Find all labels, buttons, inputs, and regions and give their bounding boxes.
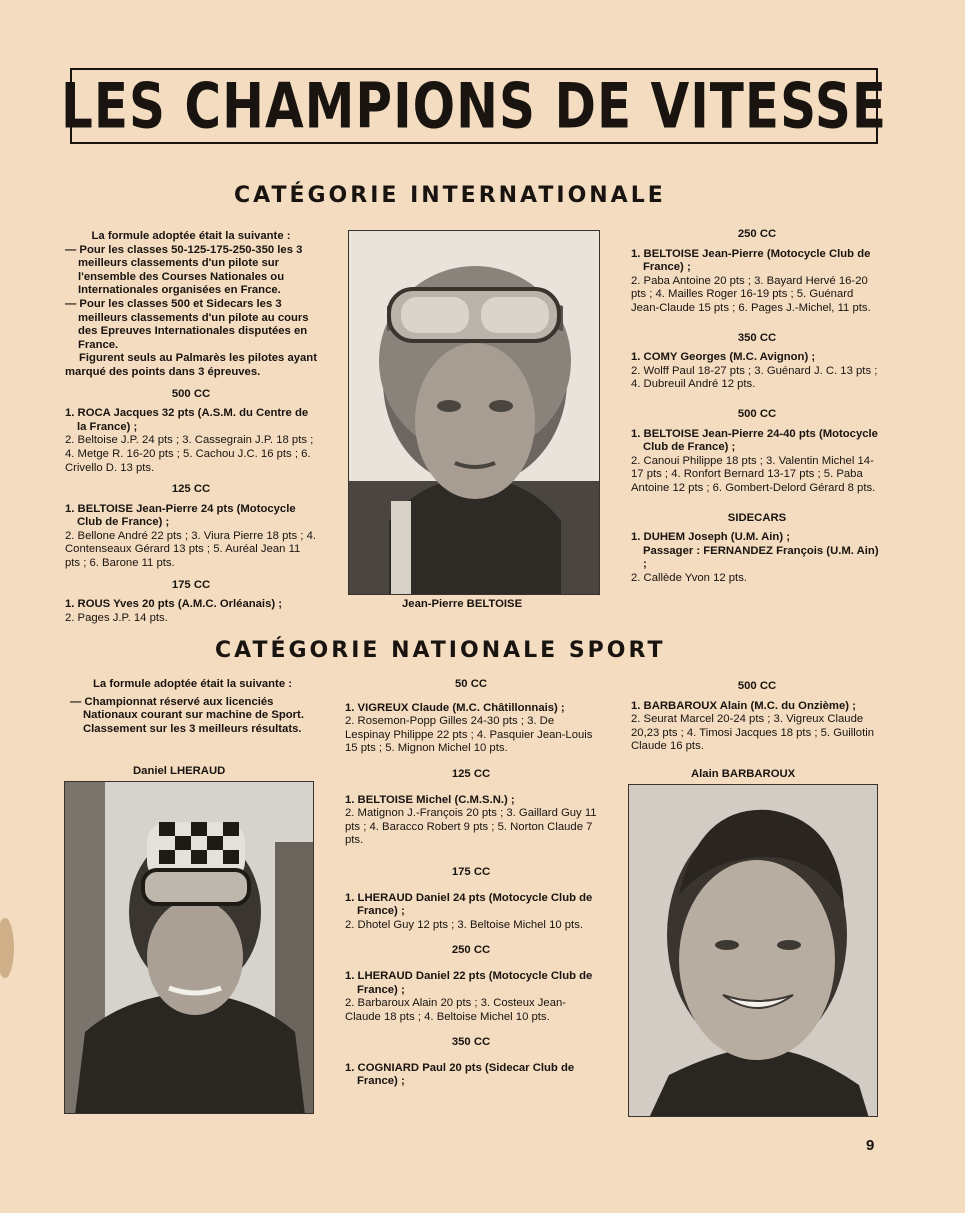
class-results: 2. Rosemon-Popp Gilles 24-30 pts ; 3. De Lespinay Philippe 22 pts ; 4. Pasquier Jean-Louis 15 pts ; 5. Mignon Michel 10 pts. (345, 715, 593, 755)
title-frame (61, 68, 888, 144)
class-results: 2. Wolff Paul 18-27 pts ; 3. Guénard J. C. 13 pts ; 4. Dubreuil André 12 pts. (631, 364, 878, 391)
intro-item: — Championnat réservé aux licenciés Nationaux courant sur machine de Sport. Classement sur les 3 meilleurs résultats. (70, 695, 304, 735)
class-label: 250 CC (737, 228, 777, 240)
portrait-checkered-helmet-image (65, 782, 314, 1114)
portrait-smiling-man-image (629, 785, 878, 1117)
intro-line: La formule adoptée était la suivante : (91, 230, 291, 242)
class-label: 175 CC (451, 865, 491, 878)
photo-caption-lheraud: Daniel LHERAUD (133, 765, 226, 777)
class-label: 500 CC (737, 680, 777, 692)
photo-beltoise (348, 230, 600, 595)
class-label: 350 CC (737, 331, 777, 344)
class-winner: 1. ROCA Jacques 32 pts (A.S.M. du Centre de la France) ; (65, 407, 309, 433)
class-winner: 1. BELTOISE Jean-Pierre 24 pts (Motocycle Club de France) ; (65, 502, 296, 529)
class-results: 2. Paba Antoine 20 pts ; 3. Bayard Hervé 16-20 pts ; 4. Mailles Roger 16-19 pts ; 5. Guénard Jean-Claude 15 pts ; 6. Pages J.-Michel, 11 pts. (631, 274, 871, 314)
class-winner: 1. DUHEM Joseph (U.M. Ain) ; (631, 531, 790, 544)
class-results: 2. Matignon J.-François 20 pts ; 3. Gaillard Guy 11 pts ; 4. Baracco Robert 9 pts ; 5. Norton Claude 7 pts. (345, 807, 597, 847)
paper-stain (0, 918, 14, 978)
class-label: 500 CC (171, 387, 211, 400)
class-results: 2. Callède Yvon 12 pts. (631, 571, 747, 584)
class-label: 50 CC (454, 678, 488, 690)
class-winner: 1. BELTOISE Jean-Pierre 24-40 pts (Motocycle Club de France) ; (631, 427, 878, 454)
class-label: 125 CC (451, 767, 491, 780)
class-results: 2. Seurat Marcel 20-24 pts ; 3. Vigreux Claude 20,23 pts ; 4. Timosi Jacques 18 pts ; 5. Guillotin Claude 16 pts. (631, 713, 875, 753)
class-label: 125 CC (171, 483, 211, 496)
portrait-helmet-rider-image (349, 231, 600, 595)
intro-line: La formule adoptée était la suivante : (93, 678, 292, 690)
class-results: 2. Barbaroux Alain 20 pts ; 3. Costeux Jean-Claude 18 pts ; 4. Beltoise Michel 10 pts. (345, 997, 567, 1023)
class-winner: 1. COMY Georges (M.C. Avignon) ; (631, 351, 816, 364)
class-label: 250 CC (451, 944, 491, 957)
page-number: 9 (866, 1137, 875, 1154)
class-results: 2. Bellone André 22 pts ; 3. Viura Pierre 18 pts ; 4. Contenseaux Gérard 13 pts ; 5. Auréal Jean 11 pts ; 6. Barone 11 pts. (65, 529, 316, 570)
class-label: 500 CC (737, 407, 777, 420)
section-heading-nationale: CATÉGORIE NATIONALE SPORT (215, 638, 666, 663)
photo-barbaroux (628, 784, 878, 1117)
class-winner: 1. VIGREUX Claude (M.C. Châtillonnais) ; (345, 701, 565, 714)
nationale-center-column (345, 678, 597, 1089)
intro-item: — Pour les classes 50-125-175-250-350 les 3 meilleurs classements d'un pilote sur l'ensemble des Courses Nationales ou Internationales organisées en France. (65, 243, 303, 297)
class-results: 2. Pages J.P. 14 pts. (65, 611, 168, 624)
class-winner: 1. BELTOISE Michel (C.M.S.N.) ; (345, 793, 515, 806)
class-passenger: Passager : FERNANDEZ François (U.M. Ain) ; (643, 544, 879, 571)
internationale-right-column (631, 228, 883, 585)
class-winner: 1. COGNIARD Paul 20 pts (Sidecar Club de France) ; (345, 1061, 575, 1088)
class-label: SIDECARS (727, 511, 787, 524)
class-results: 2. Dhotel Guy 12 pts ; 3. Beltoise Michel 10 pts. (345, 918, 583, 931)
class-winner: 1. BELTOISE Jean-Pierre (Motocycle Club de France) ; (631, 247, 871, 274)
class-winner: 1. LHERAUD Daniel 22 pts (Motocycle Club de France) ; (345, 969, 593, 996)
class-results: 2. Beltoise J.P. 24 pts ; 3. Cassegrain J.P. 18 pts ; 4. Metge R. 16-20 pts ; 5. Cachou J.C. 16 pts ; 6. Crivello D. 13 pts. (65, 434, 314, 474)
class-winner: 1. BARBAROUX Alain (M.C. du Onzième) ; (631, 699, 856, 712)
nationale-left-column (70, 678, 315, 736)
class-label: 175 CC (171, 578, 211, 591)
photo-lheraud (64, 781, 314, 1114)
internationale-left-column (65, 230, 317, 625)
page-title: LES CHAMPIONS DE VITESSE (61, 69, 888, 143)
class-winner: 1. ROUS Yves 20 pts (A.M.C. Orléanais) ; (65, 598, 283, 611)
intro-note: Figurent seuls au Palmarès les pilotes ayant marqué des points dans 3 épreuves. (65, 352, 317, 378)
photo-caption-barbaroux: Alain BARBAROUX (691, 768, 796, 780)
photo-caption-beltoise: Jean-Pierre BELTOISE (402, 598, 523, 610)
class-label: 350 CC (451, 1036, 491, 1049)
section-heading-internationale: CATÉGORIE INTERNATIONALE (234, 183, 666, 208)
class-results: 2. Canoui Philippe 18 pts ; 3. Valentin Michel 14-17 pts ; 4. Ronfort Bernard 13-17 pts ; 5. Paba Antoine 12 pts ; 6. Gombert-Delord Gérard 8 pts. (631, 454, 876, 494)
intro-item: — Pour les classes 500 et Sidecars les 3 meilleurs classements d'un pilote au cours des Epreuves Internationales disputées en France. (65, 297, 309, 351)
class-winner: 1. LHERAUD Daniel 24 pts (Motocycle Club de France) ; (345, 891, 593, 918)
nationale-right-column (631, 680, 883, 754)
